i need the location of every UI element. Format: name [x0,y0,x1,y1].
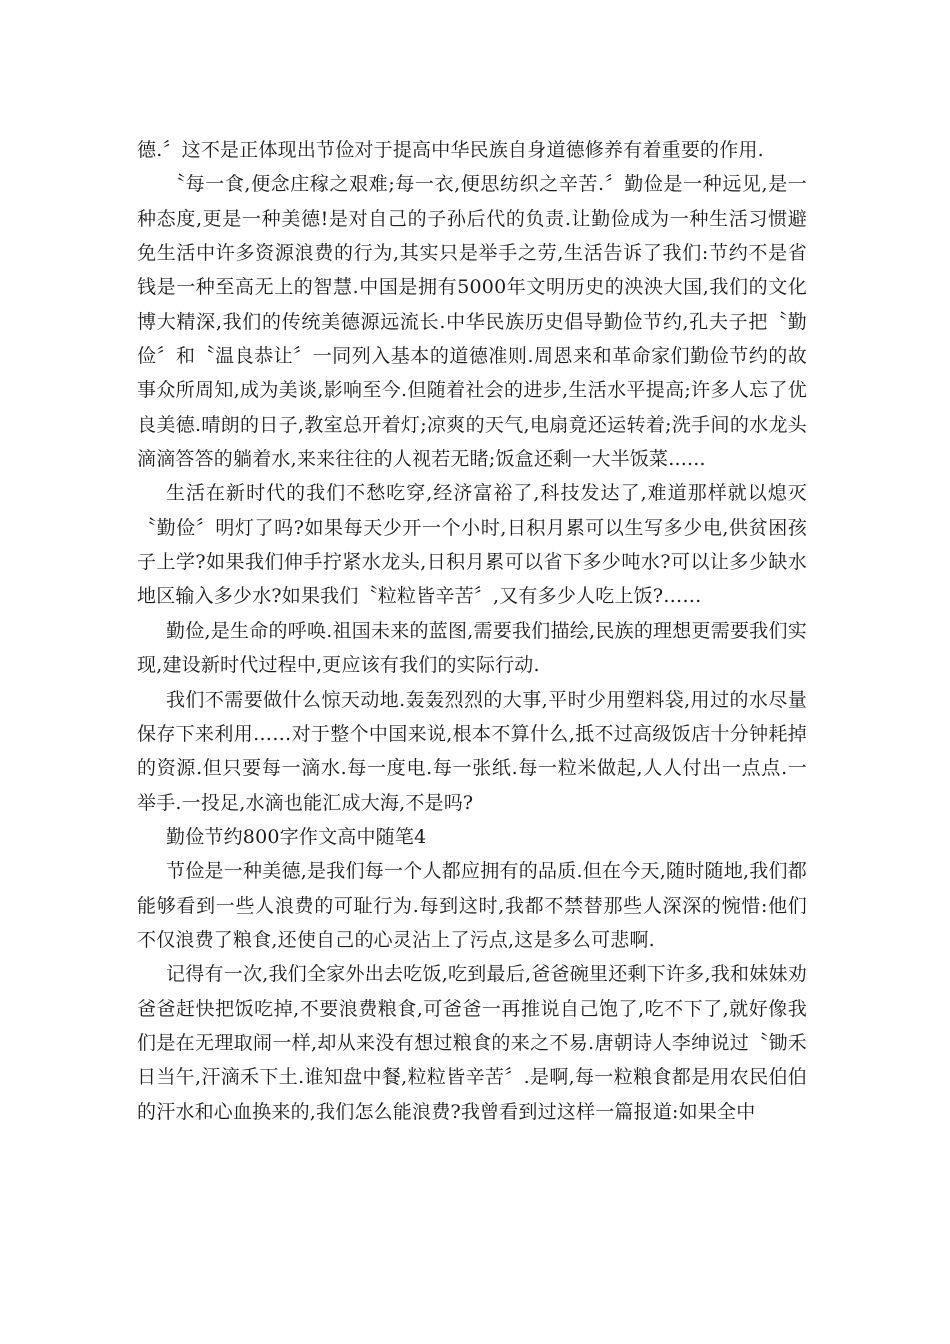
paragraph: 〝每一食,便念庄稼之艰难;每一衣,便思纺织之辛苦.〞勤俭是一种远见,是一种态度,更是一种美德!是对自己的子孙后代的负责.让勤俭成为一种生活习惯避免生活中许多资源浪费的行为,其实只是举手之劳,生活告诉了我们:节约不是省钱是一种至高无上的智慧.中国是拥有5000年文明历史的泱泱大国,我们的文化博大精深,我们的传统美德源远流长.中华民族历史倡导勤俭节约,孔夫子把〝勤俭〞和〝温良恭让〞一同列入基本的道德准则.周恩来和革命家们勤俭节约的故事众所周知,成为美谈,影响至今.但随着社会的进步,生活水平提高;许多人忘了优良美德.晴朗的日子,教室总开着灯;凉爽的天气,电扇竟还运转着;洗手间的水龙头滴滴答答的躺着水,来来往往的人视若无睹;饭盒还剩一大半饭菜...... [137,173,807,471]
document-body [137,133,807,1129]
paragraph-continuation: 德.〞这不是正体现出节俭对于提高中华民族自身道德修养有着重要的作用. [137,139,764,161]
paragraph: 生活在新时代的我们不愁吃穿,经济富裕了,科技发达了,难道那样就以熄灭〝勤俭〞明灯了吗?如果每天少开一个小时,日积月累可以生写多少电,供贫困孩子上学?如果我们伸手拧紧水龙头,日积月累可以省下多少吨水?可以让多少缺水地区输入多少水?如果我们〝粒粒皆辛苦〞,又有多少人吃上饭?…… [137,482,807,608]
paragraph: 节俭是一种美德,是我们每一个人都应拥有的品质.但在今天,随时随地,我们都能够看到一些人浪费的可耻行为.每到这时,我都不禁替那些人深深的惋惜:他们不仅浪费了粮食,还使自己的心灵沾上了污点,这是多么可悲啊. [137,860,807,951]
section-title: 勤俭节约800字作文高中随笔4 [166,825,427,848]
paragraph: 我们不需要做什么惊天动地.轰轰烈烈的大事,平时少用塑料袋,用过的水尽量保存下来利用……对于整个中国来说,根本不算什么,抵不过高级饭店十分钟耗掉的资源.但只要每一滴水.每一度电.每一张纸.每一粒米做起,人人付出一点点.一举手.一投足,水滴也能汇成大海,不是吗? [137,688,807,814]
paragraph: 记得有一次,我们全家外出去吃饭,吃到最后,爸爸碗里还剩下许多,我和妹妹劝爸爸赶快把饭吃掉,不要浪费粮食,可爸爸一再推说自己饱了,吃不下了,就好像我们是在无理取闹一样,却从来没有想过粮食的来之不易.唐朝诗人李绅说过〝锄禾日当午,汗滴禾下土.谁知盘中餐,粒粒皆辛苦〞.是啊,每一粒粮食都是用农民伯伯的汗水和心血换来的,我们怎么能浪费?我曾看到过这样一篇报道:如果全中 [137,963,807,1123]
paragraph: 勤俭,是生命的呼唤.祖国未来的蓝图,需要我们描绘,民族的理想更需要我们实现,建设新时代过程中,更应该有我们的实际行动. [137,619,807,677]
